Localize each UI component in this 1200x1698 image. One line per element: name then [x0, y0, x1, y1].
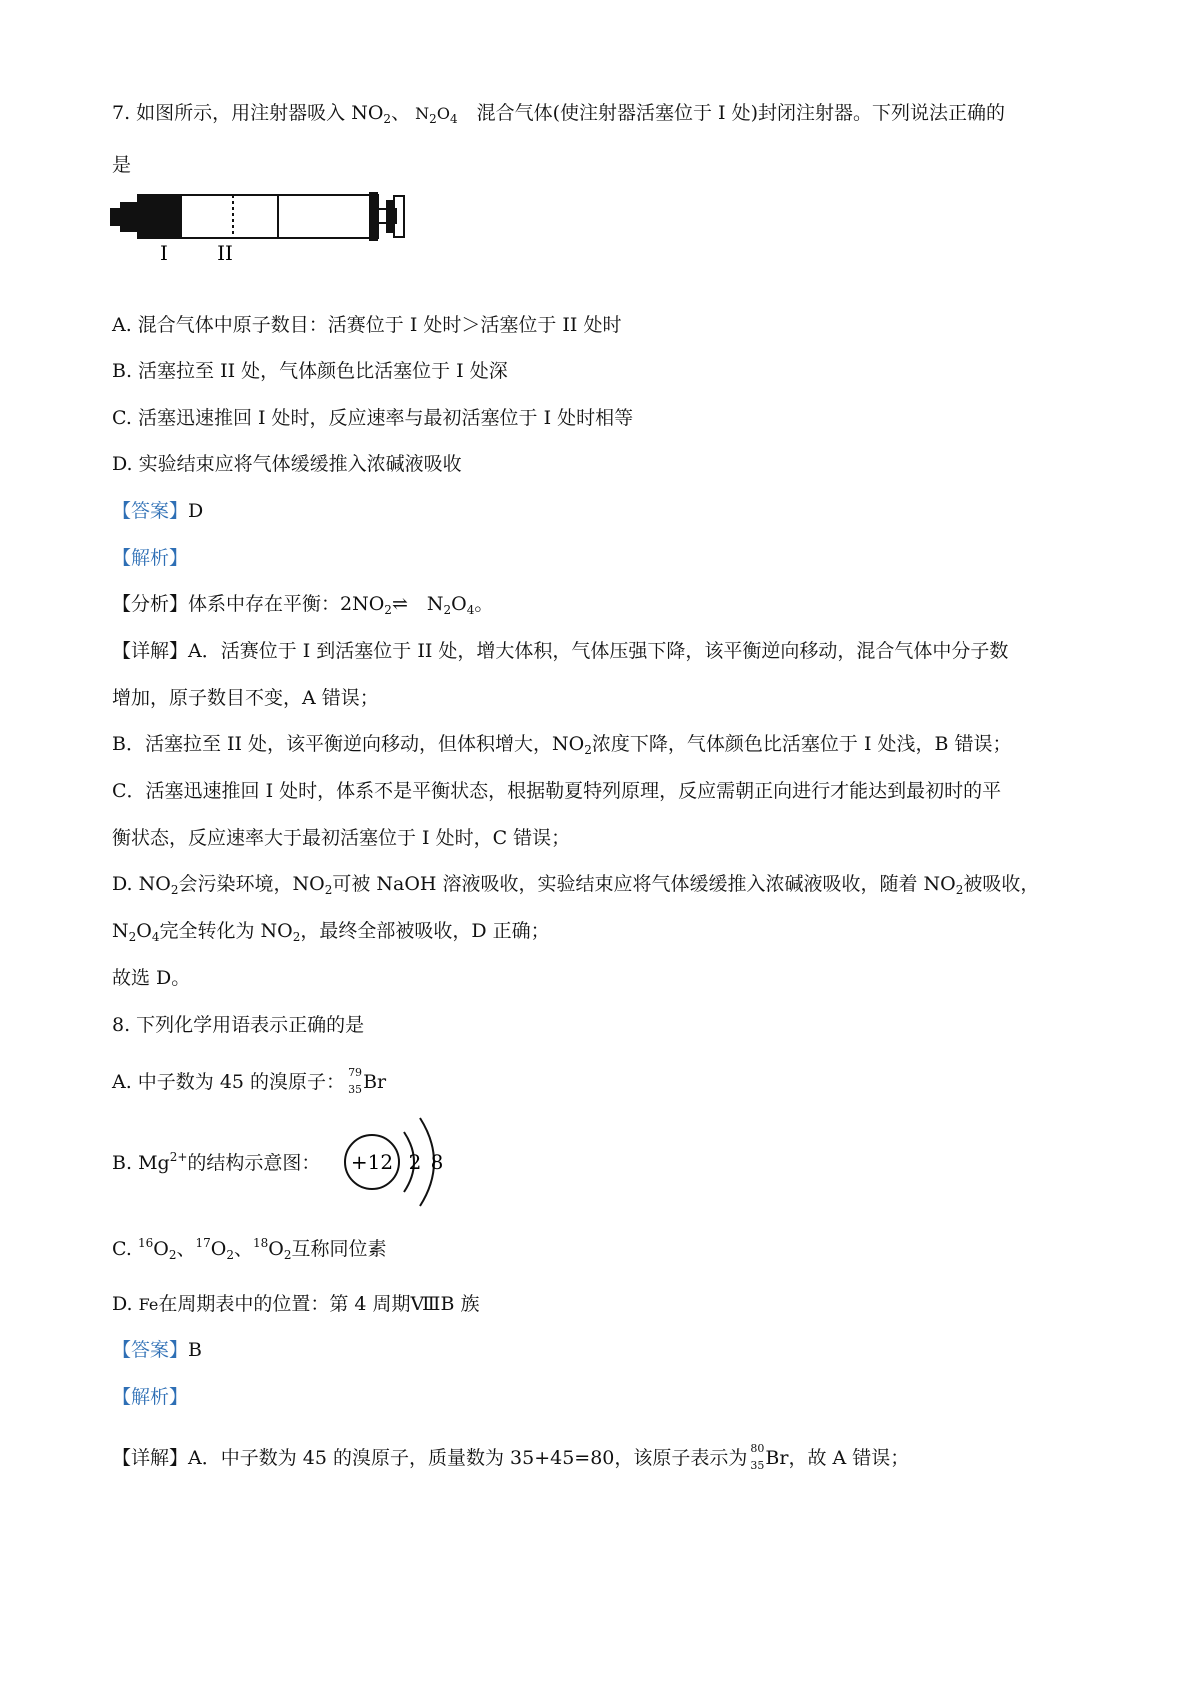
q8-stem: 8. 下列化学用语表示正确的是 [112, 1014, 365, 1036]
plunger-thumb [386, 200, 394, 233]
syringe-diagram [110, 192, 440, 284]
figure-label-2: II [217, 241, 233, 265]
syringe-tip [120, 202, 138, 232]
answer-tag: 【答案】 [112, 500, 189, 522]
q7-option-d: D. 实验结束应将气体缓缓推入浓碱液吸收 [112, 453, 462, 475]
q8-option-a: A. 中子数为 45 的溴原子： 79 35 Br [112, 1066, 387, 1096]
q8-analysis-tag: 【解析】 [112, 1386, 189, 1408]
q7-fenxi: 【分析】体系中存在平衡：$2NO_2\rightleftharpoons$ $N_2O_4$。 [112, 593, 494, 617]
syringe-rim [369, 192, 378, 241]
q7-detail-d-line1: D. $NO_2$会污染环境，$NO_2$可被 NaOH 溶液吸收，实验结束应将气体缓缓推入浓碱液吸收，随着 $NO_2$被吸收， [112, 873, 1040, 897]
q7-detail-b: B．活塞拉至 II 处，该平衡逆向移动，但体积增大，$NO_2$浓度下降，气体颜色比活塞位于 I 处浅，B 错误； [112, 733, 1012, 757]
q7-detail-a-line2: 增加，原子数目不变，A 错误； [112, 687, 379, 709]
q7-option-c: C. 活塞迅速推回 I 处时，反应速率与最初活塞位于 I 处时相等 [112, 407, 634, 429]
syringe-nozzle [110, 208, 120, 226]
nucleus-charge: +12 [350, 1150, 394, 1174]
q7-option-a: A. 混合气体中原子数目：活赛位于 I 处时＞活塞位于 II 处时 [112, 314, 622, 336]
q7-detail-d-line2: $N_2O_4$完全转化为 $NO_2$，最终全部被吸收，D 正确； [112, 920, 550, 944]
ion-structure-diagram [340, 1112, 450, 1212]
figure-label-1: I [160, 241, 168, 265]
answer-tag: 【答案】 [112, 1339, 189, 1361]
q7-detail-a-line1: 【详解】A．活赛位于 I 到活塞位于 II 处，增大体积，气体压强下降，该平衡逆向移动，混合气体中分子数 [112, 640, 1009, 662]
q7-detail-c-line1: C．活塞迅速推回 I 处时，体系不是平衡状态，根据勒夏特列原理，反应需朝正向进行才能达到最初时的平 [112, 780, 1002, 802]
q7-detail-c-line2: 衡状态，反应速率大于最初活塞位于 I 处时，C 错误； [112, 827, 571, 849]
q8-option-c: C. $^{16}O_2$、$^{17}O_2$、$^{18}O_2$互称同位素 [112, 1236, 387, 1262]
q8-option-d: D. Fe在周期表中的位置：第 4 周期ⅧB 族 [112, 1293, 480, 1315]
q7-stem-line1: 7. 如图所示，用注射器吸入 $NO_2$、 $N_2O_4$ 混合气体(使注射器活塞位于 I 处)封闭注射器。下列说法正确的 [112, 102, 1006, 126]
syringe-dark-gas [138, 195, 182, 238]
q7-option-b: B. 活塞拉至 II 处，气体颜色比活塞位于 I 处深 [112, 360, 508, 382]
n2o4-formula: $N_2O_4$ [415, 104, 458, 126]
no2-formula: $NO_2$ [351, 102, 392, 126]
shell-electrons-2: 8 [430, 1150, 444, 1174]
q7-conclusion: 故选 D。 [112, 967, 191, 989]
q7-analysis-tag: 【解析】 [112, 547, 189, 569]
shell-electrons-1: 2 [408, 1150, 422, 1174]
q8-detail-a: 【详解】A．中子数为 45 的溴原子，质量数为 35+45=80，该原子表示为 80 35 Br，故 A 错误； [112, 1442, 910, 1472]
q7-answer: 【答案】D [112, 500, 204, 522]
br79-nuclide: 79 35 [348, 1066, 363, 1096]
br80-nuclide: 80 35 [750, 1442, 765, 1472]
q7-stem-line2: 是 [112, 154, 132, 176]
q8-option-b: B. $Mg^{2+}$的结构示意图： [112, 1150, 321, 1174]
q8-answer: 【答案】B [112, 1339, 202, 1361]
